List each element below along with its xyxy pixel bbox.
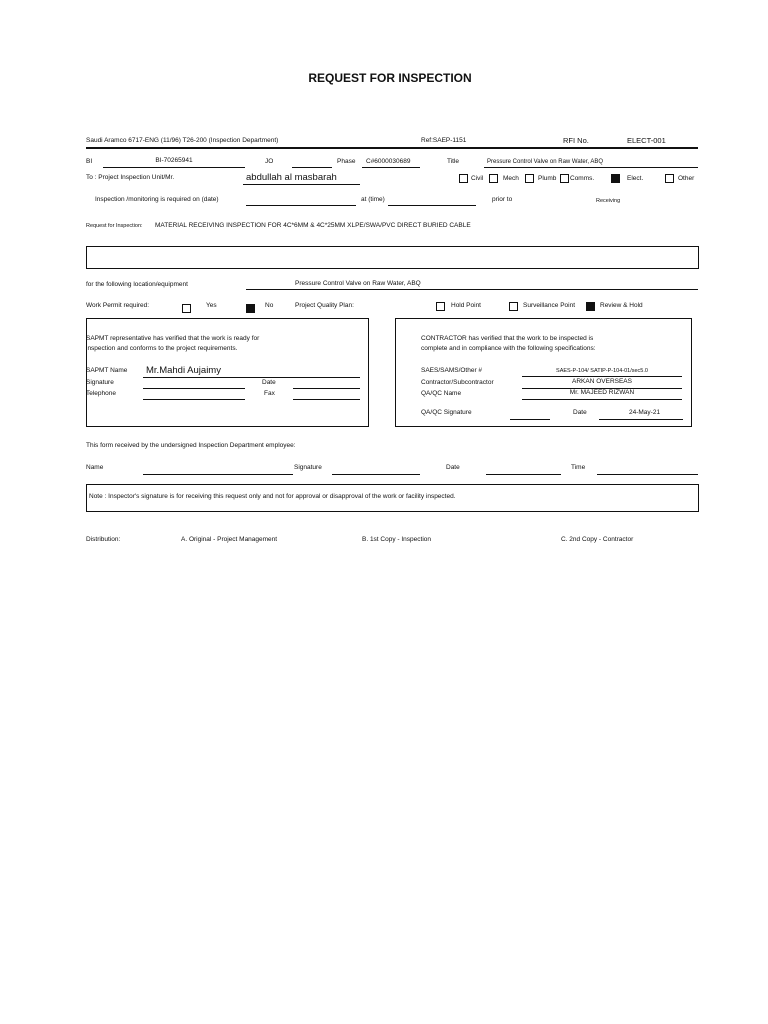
review-hold-checkbox[interactable] (586, 302, 595, 311)
comms-checkbox[interactable] (560, 174, 569, 183)
note-text: Note : Inspector's signature is for receiving this request only and not for approval or disapproval of the work or facility inspected. (89, 493, 456, 500)
bi-underline (103, 167, 245, 168)
request-detail-box[interactable] (86, 246, 699, 269)
rfi-label: RFI No. (563, 136, 589, 145)
received-date-field[interactable] (486, 474, 561, 475)
phase-value: C#6000030689 (366, 158, 411, 165)
permit-yes-label: Yes (206, 302, 217, 309)
jo-label: JO (265, 158, 274, 165)
ref-number: Ref:SAEP-1151 (421, 137, 467, 144)
permit-no-checkbox[interactable] (246, 304, 255, 313)
civil-label: Civil (471, 175, 484, 182)
distribution-b: B. 1st Copy - Inspection (362, 536, 432, 543)
sapmt-date-field[interactable] (293, 388, 360, 389)
prior-to-label: prior to (492, 196, 513, 203)
civil-checkbox[interactable] (459, 174, 468, 183)
hold-point-checkbox[interactable] (436, 302, 445, 311)
at-time-label: at (time) (361, 196, 385, 203)
received-name-label: Name (86, 464, 104, 471)
phase-label: Phase (337, 158, 356, 165)
other-checkbox[interactable] (665, 174, 674, 183)
received-date-label: Date (446, 464, 460, 471)
elect-label: Elect. (627, 175, 644, 182)
permit-yes-checkbox[interactable] (182, 304, 191, 313)
form-id: Saudi Aramco 6717-ENG (11/96) T26-200 (Inspection Department) (86, 137, 279, 144)
permit-no-label: No (265, 302, 274, 309)
permit-label: Work Permit required: (86, 302, 150, 309)
saes-label: SAES/SAMS/Other # (421, 367, 483, 374)
at-time-field[interactable] (388, 205, 476, 206)
plumb-checkbox[interactable] (525, 174, 534, 183)
bi-value: BI-70265941 (155, 157, 193, 164)
contractor-date-label: Date (573, 409, 587, 416)
bi-label: BI (86, 158, 93, 165)
received-name-field[interactable] (143, 474, 293, 475)
request-label: Request for Inspection: (86, 223, 143, 229)
distribution-label: Distribution: (86, 536, 121, 543)
sapmt-fax-field[interactable] (293, 399, 360, 400)
sapmt-date-label: Date (262, 379, 276, 386)
inspection-date-label: Inspection /monitoring is required on (date) (95, 196, 219, 203)
title-label: Title (447, 158, 460, 165)
received-signature-field[interactable] (332, 474, 420, 475)
plumb-label: Plumb (538, 175, 557, 182)
contractor-statement-line2: complete and in compliance with the following specifications: (421, 345, 596, 352)
header-rule (86, 147, 698, 149)
to-underline (243, 184, 360, 185)
phase-underline (362, 167, 420, 168)
qaqc-signature-field[interactable] (510, 419, 550, 420)
subcontractor-label: Contractor/Subcontractor (421, 379, 494, 386)
qaqc-name-label: QA/QC Name (421, 390, 462, 397)
sapmt-signature-field[interactable] (143, 388, 245, 389)
mech-label: Mech (503, 175, 519, 182)
prior-to-value: Receiving (596, 198, 621, 204)
location-label: for the following location/equipment (86, 281, 188, 288)
page-title: REQUEST FOR INSPECTION (308, 71, 472, 85)
qaqc-name-value: Mr. MAJEED RIZWAN (569, 389, 635, 396)
received-time-field[interactable] (597, 474, 698, 475)
review-hold-label: Review & Hold (600, 302, 643, 309)
distribution-a: A. Original - Project Management (181, 536, 278, 543)
subcontractor-value: ARKAN OVERSEAS (572, 378, 632, 385)
contractor-statement-line1: CONTRACTOR has verified that the work to be inspected is (421, 335, 594, 342)
contractor-date-underline (599, 419, 683, 420)
saes-underline (522, 376, 682, 377)
location-value: Pressure Control Valve on Raw Water, ABQ (295, 280, 421, 287)
jo-field[interactable] (292, 167, 332, 168)
to-value: abdullah al masbarah (246, 172, 337, 183)
elect-checkbox[interactable] (611, 174, 620, 183)
surveillance-point-label: Surveillance Point (523, 302, 576, 309)
sapmt-name-underline (143, 377, 360, 378)
inspection-date-field[interactable] (246, 205, 356, 206)
sapmt-statement-line1: SAPMT representative has verified that the work is ready for (86, 335, 260, 342)
quality-plan-label: Project Quality Plan: (295, 302, 354, 309)
other-label: Other (678, 175, 695, 182)
to-label: To : Project Inspection Unit/Mr. (86, 174, 175, 181)
received-time-label: Time (571, 464, 586, 471)
sapmt-telephone-label: Telephone (86, 390, 116, 397)
sapmt-name-value: Mr.Mahdi Aujaimy (146, 365, 221, 376)
comms-label: Comms. (570, 175, 595, 182)
saes-value: SAES-P-104/ SATIP-P-104-01/sec5.0 (556, 368, 648, 374)
sapmt-name-label: SAPMT Name (86, 367, 128, 374)
qaqc-signature-label: QA/QC Signature (421, 409, 472, 416)
location-underline (246, 289, 698, 290)
received-signature-label: Signature (294, 464, 322, 471)
surveillance-point-checkbox[interactable] (509, 302, 518, 311)
qaqc-name-underline (522, 399, 682, 400)
rfi-value: ELECT-001 (627, 136, 666, 145)
contractor-date-value: 24-May-21 (629, 409, 661, 416)
hold-point-label: Hold Point (451, 302, 481, 309)
sapmt-signature-label: Signature (86, 379, 114, 386)
request-value: MATERIAL RECEIVING INSPECTION FOR 4C*6MM & 4C*25MM XLPE/SWA/PVC DIRECT BURIED CABLE (155, 222, 471, 229)
sapmt-fax-label: Fax (264, 390, 275, 397)
sapmt-statement-line2: inspection and conforms to the project requirements. (86, 345, 238, 352)
title-underline (484, 167, 698, 168)
mech-checkbox[interactable] (489, 174, 498, 183)
received-statement: This form received by the undersigned Inspection Department employee: (86, 442, 296, 449)
sapmt-telephone-field[interactable] (143, 399, 245, 400)
distribution-c: C. 2nd Copy - Contractor (561, 536, 634, 543)
title-value: Pressure Control Valve on Raw Water, ABQ (487, 159, 604, 165)
